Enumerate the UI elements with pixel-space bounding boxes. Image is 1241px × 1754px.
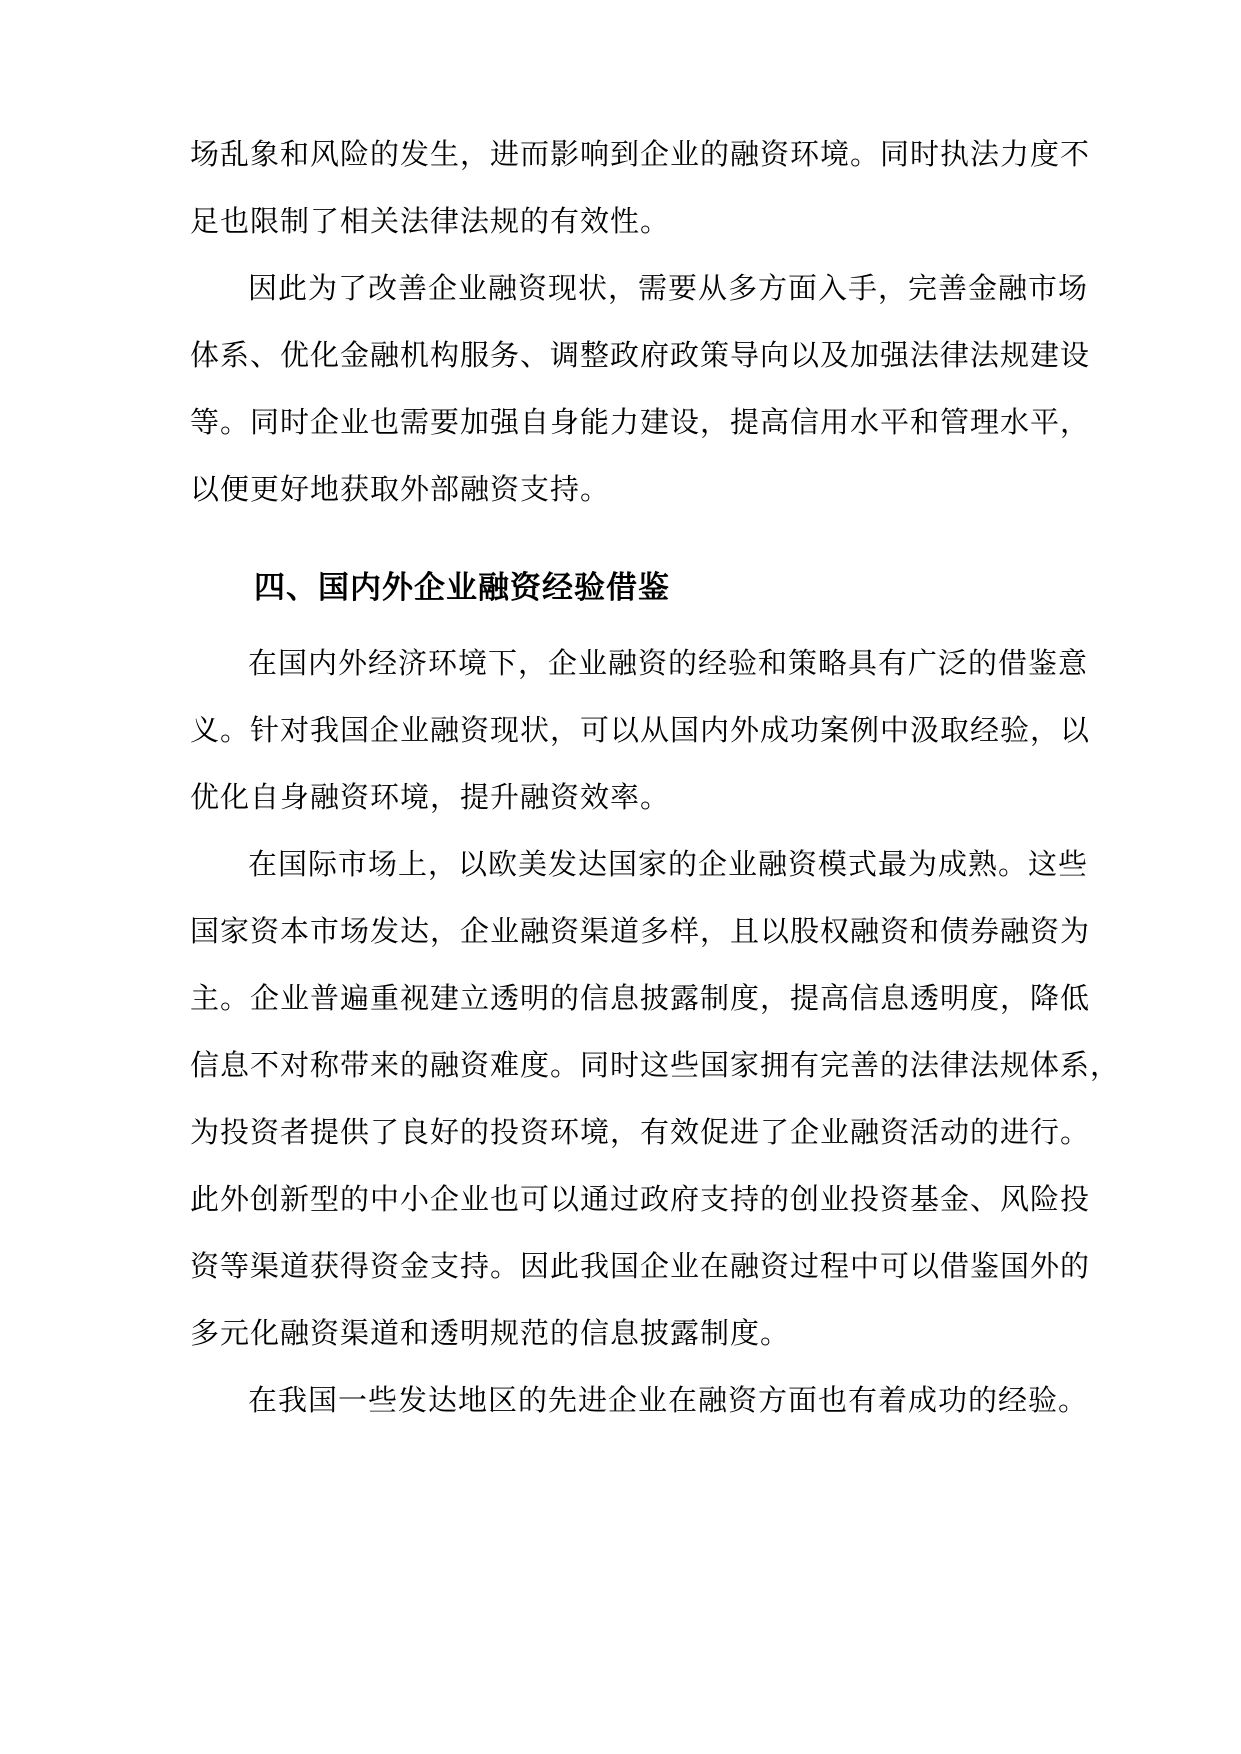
paragraph-2-line-3: 等。同时企业也需要加强自身能力建设，提高信用水平和管理水平， [190,405,1091,439]
paragraph-1-line-1: 场乱象和风险的发生，进而影响到企业的融资环境。同时执法力度不 [190,137,1091,171]
paragraph-3-line-1: 在国内外经济环境下，企业融资的经验和策略具有广泛的借鉴意 [248,646,1089,680]
paragraph-1-line-2: 足也限制了相关法律法规的有效性。 [190,204,671,238]
paragraph-4-line-2: 国家资本市场发达，企业融资渠道多样，且以股权融资和债券融资为 [190,914,1091,948]
paragraph-2-line-2: 体系、优化金融机构服务、调整政府政策导向以及加强法律法规建设 [190,338,1091,372]
paragraph-2-line-4: 以便更好地获取外部融资支持。 [190,472,611,506]
paragraph-4-line-3: 主。企业普遍重视建立透明的信息披露制度，提高信息透明度，降低 [190,981,1091,1015]
paragraph-3-line-2: 义。针对我国企业融资现状，可以从国内外成功案例中汲取经验，以 [190,713,1091,747]
paragraph-4-line-4: 信息不对称带来的融资难度。同时这些国家拥有完善的法律法规体系， [190,1048,1121,1082]
section-heading: 四、国内外企业融资经验借鉴 [254,570,670,606]
paragraph-2-line-1: 因此为了改善企业融资现状，需要从多方面入手，完善金融市场 [248,271,1089,305]
paragraph-5-line-1: 在我国一些发达地区的先进企业在融资方面也有着成功的经验。 [248,1383,1089,1417]
paragraph-4-line-6: 此外创新型的中小企业也可以通过政府支持的创业投资基金、风险投 [190,1182,1091,1216]
paragraph-3-line-3: 优化自身融资环境，提升融资效率。 [190,780,671,814]
paragraph-4-line-5: 为投资者提供了良好的投资环境，有效促进了企业融资活动的进行。 [190,1115,1091,1149]
paragraph-4-line-8: 多元化融资渠道和透明规范的信息披露制度。 [190,1316,791,1350]
paragraph-4-line-1: 在国际市场上，以欧美发达国家的企业融资模式最为成熟。这些 [248,847,1089,881]
paragraph-4-line-7: 资等渠道获得资金支持。因此我国企业在融资过程中可以借鉴国外的 [190,1249,1091,1283]
